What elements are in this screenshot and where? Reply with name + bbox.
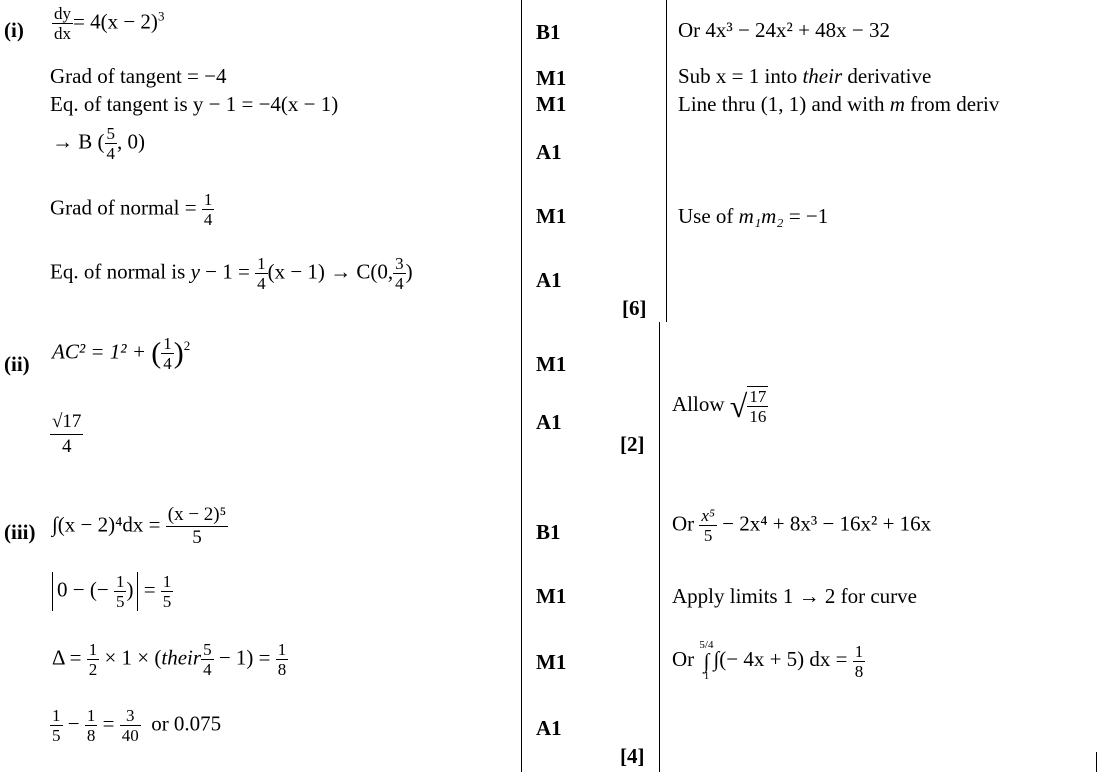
note-apply: Apply limits 1 → 2 for curve: [672, 584, 917, 608]
part-label: (i): [4, 18, 24, 42]
part-total: [6]: [622, 296, 647, 320]
column-divider: [521, 322, 522, 772]
note: Sub x = 1 into their derivative: [678, 64, 932, 88]
limits: 0 − (− $\frac{1}{5}$ ) = $\frac{1}{5}$: [52, 572, 173, 611]
column-divider: [521, 0, 522, 330]
part-label: (iii): [4, 520, 36, 544]
mark: A1: [536, 140, 562, 164]
mark: M1: [536, 584, 567, 608]
column-divider: [1096, 752, 1097, 772]
note-alt: Or $\frac{\text{x⁵}}{5}$ − 2x⁴ + 8x³ − 16x² + 16x: [672, 506, 932, 545]
note-allow: Allow √ $\frac{17}{16}$: [672, 387, 767, 426]
mark: A1: [536, 410, 562, 434]
mark: A1: [536, 268, 562, 292]
part-total: [4]: [620, 744, 645, 768]
grad-normal: Grad of normal = $\frac{1}{4}$: [50, 190, 213, 229]
triangle-area: Δ = $\frac{1}{2}$ × 1 × (their $\frac{5}{4}$ − 1) = $\frac{1}{8}$: [52, 640, 287, 679]
note: Line thru (1, 1) and with m from deriv: [678, 92, 1000, 116]
eq-normal: Eq. of normal is y − 1 = $\frac{1}{4}$ (x − 1) → C(0, $\frac{3}{4}$ ): [50, 254, 413, 293]
ac-result: $\frac{√17}{4}$: [52, 411, 82, 457]
part-label: (ii): [4, 352, 30, 376]
part-total: [2]: [620, 432, 645, 456]
point-b: → B ( $\frac{5}{4}$ , 0): [52, 124, 145, 163]
mark: B1: [536, 520, 561, 544]
grad-tangent: Grad of tangent = −4: [50, 64, 227, 88]
mark: M1: [536, 650, 567, 674]
mark: B1: [536, 20, 561, 44]
column-divider: [659, 322, 660, 772]
final-answer: $\frac{1}{5}$ − $\frac{1}{8}$ = $\frac{3}{40}$ or 0.075: [52, 706, 222, 745]
column-divider: [666, 0, 667, 322]
derivative: $\frac{dy}{dx}$ = $4(x - 2)^3$: [54, 4, 165, 43]
eq-tangent: Eq. of tangent is y − 1 = −4(x − 1): [50, 92, 339, 116]
mark: M1: [536, 92, 567, 116]
ac-squared: AC² = 1² + ( $\frac{1}{4}$ )$^2$: [52, 334, 191, 373]
mark: M1: [536, 66, 567, 90]
integral: ∫(x − 2)⁴dx = $\frac{\text{(x − 2)⁵}}{5}$: [52, 504, 227, 548]
note: Or 4x³ − 24x² + 48x − 32: [678, 18, 891, 42]
mark: M1: [536, 352, 567, 376]
mark: A1: [536, 716, 562, 740]
mark: M1: [536, 204, 567, 228]
note: Use of m₁m₂ = −1: [678, 204, 829, 228]
note-alt-integral: Or 5/4 ∫ 1 ∫(− 4x + 5) dx = $\frac{1}{8}$: [672, 639, 864, 682]
